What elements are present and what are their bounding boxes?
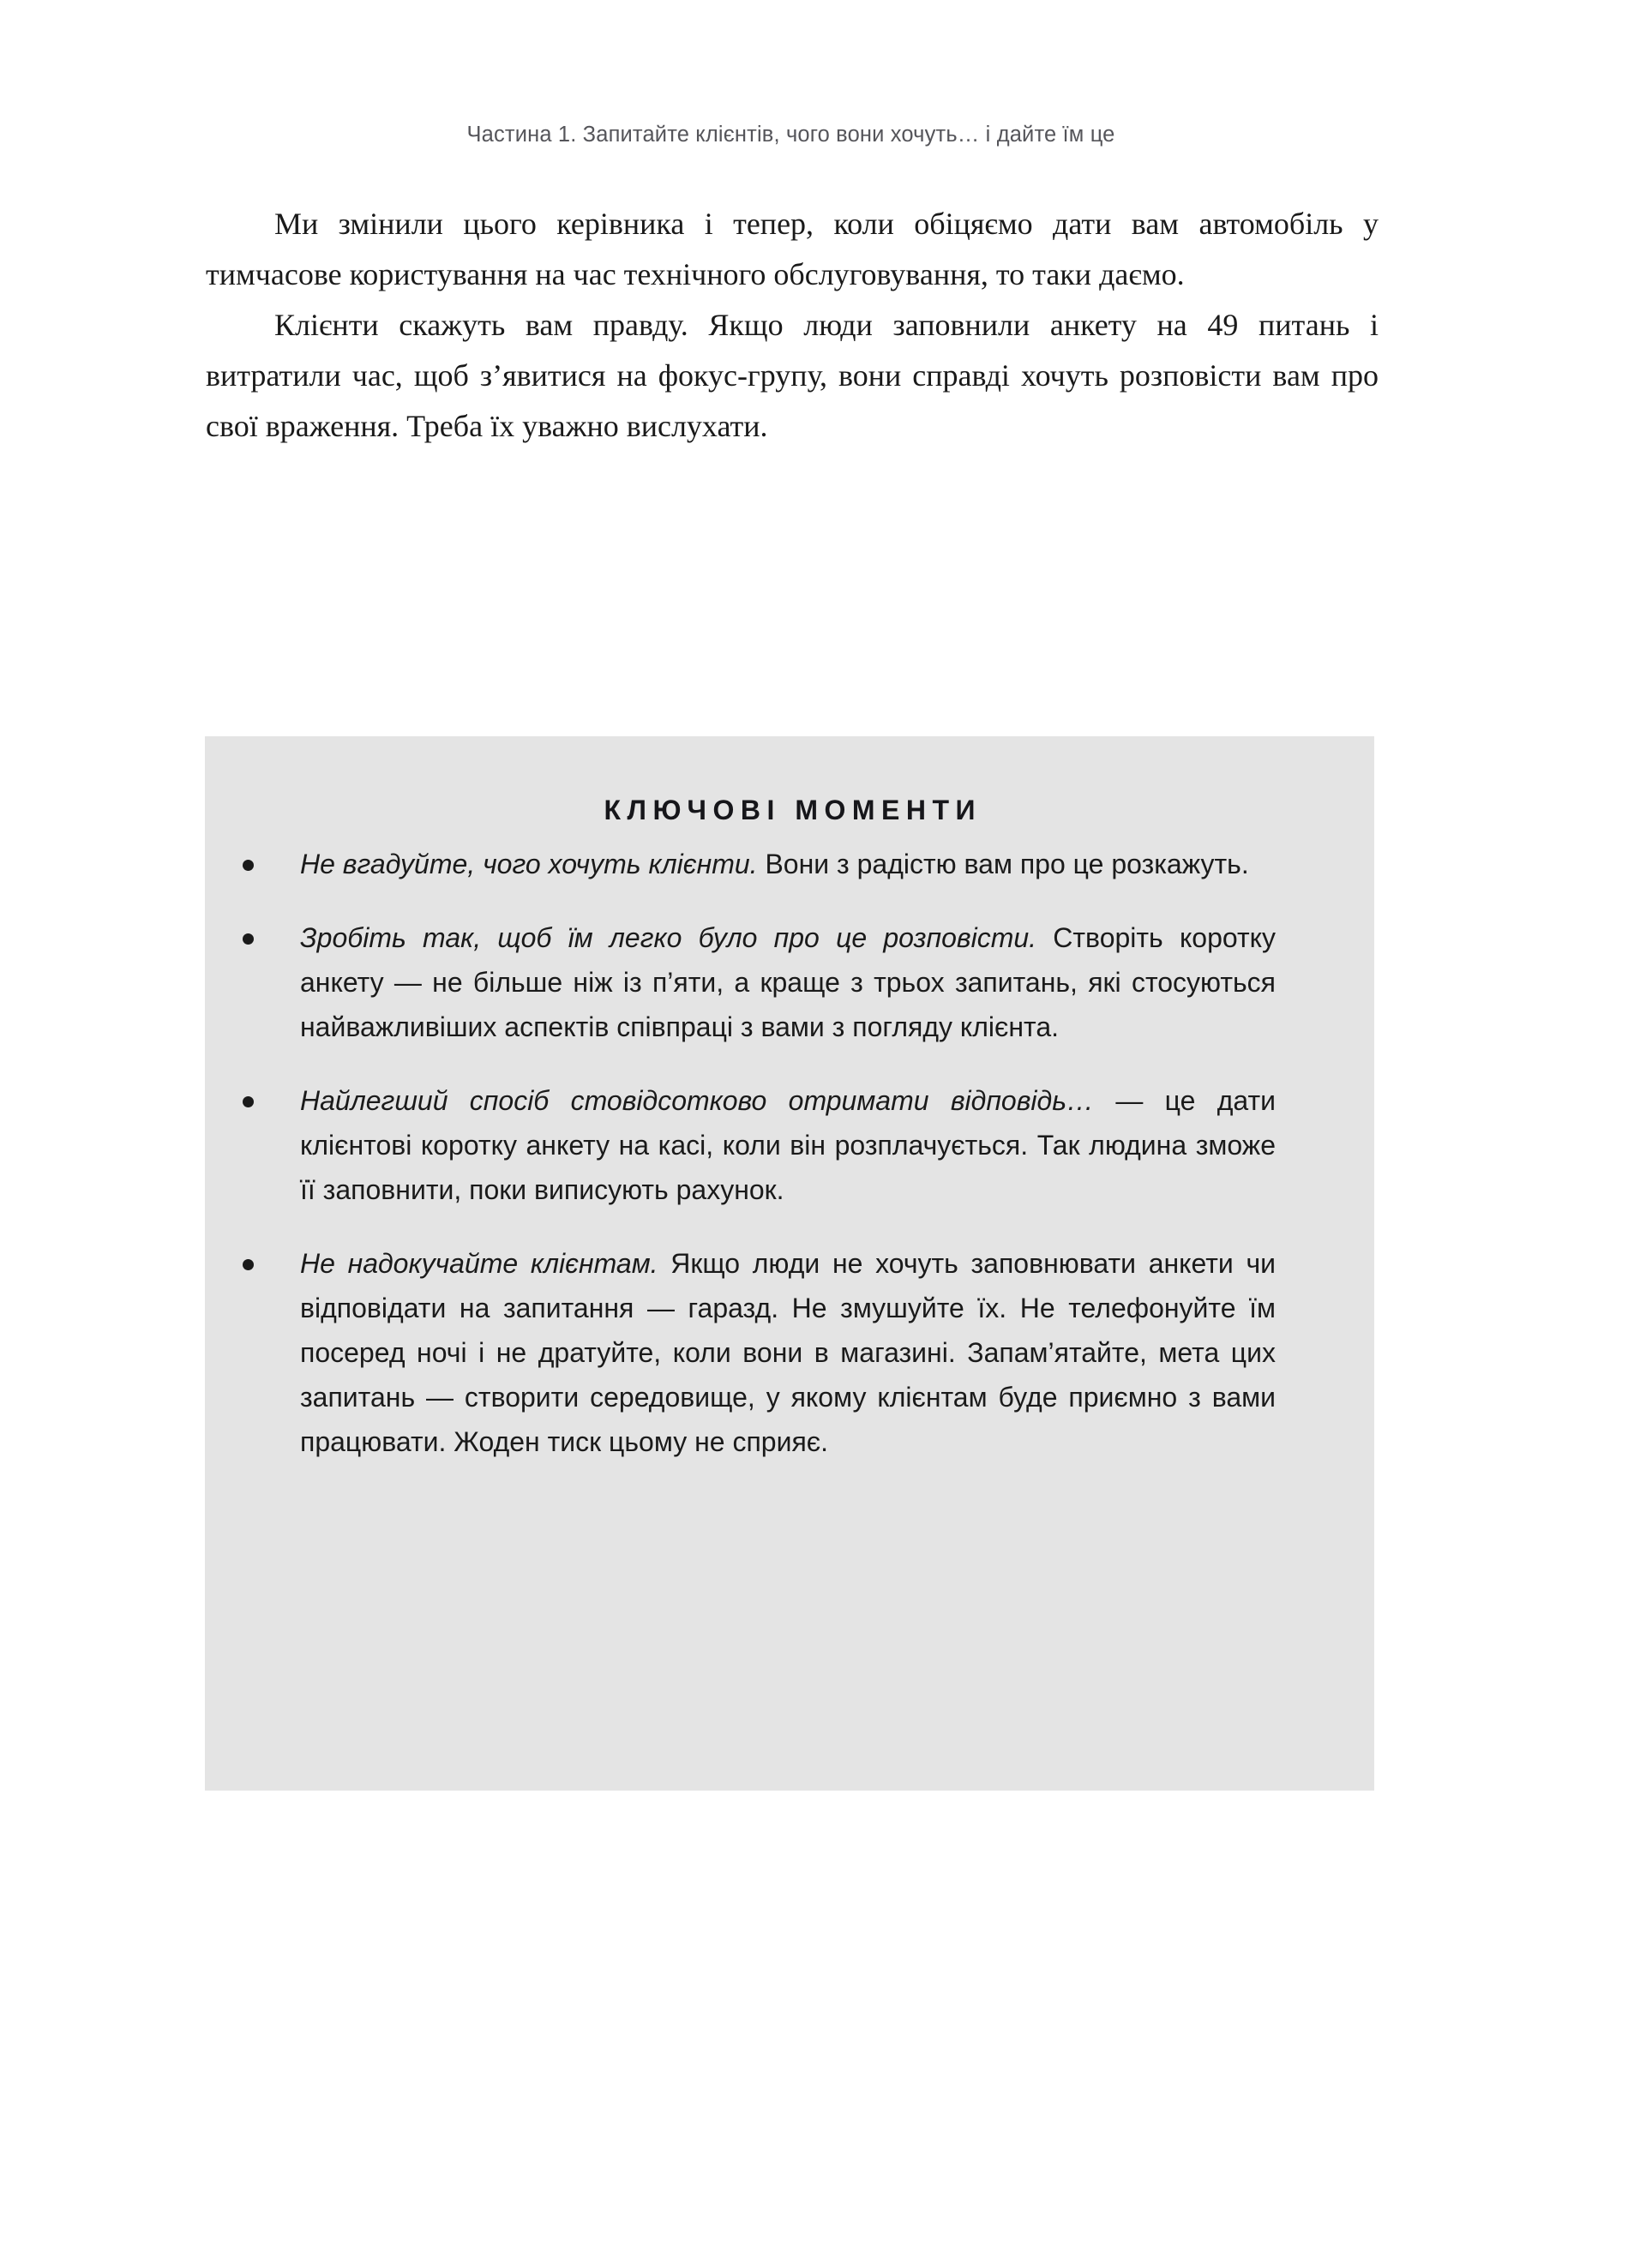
list-item-text <box>300 1241 1276 1464</box>
list-item <box>205 915 1374 1049</box>
callout-title: КЛЮЧОВІ МОМЕНТИ <box>604 795 982 825</box>
paragraph-1: Ми змінили цього керівника і тепер, коли обіцяємо дати вам автомобіль у тимчасове користування на час технічного обслуговування, то таки даємо. <box>206 207 1379 291</box>
list-item-rest: — це дати клієнтові коротку анкету на касі, коли він розплачується. Так людина зможе її заповнити, поки виписують рахунок. <box>300 1085 1276 1205</box>
list-item-rest: Якщо люди не хочуть заповнювати анкети чи відповідати на запитання — гаразд. Не змушуйте їх. Не телефонуйте їм посеред ночі і не дратуйте, коли вони в магазині. Запам’ятайте, мета цих запитань — створити середовище, у якому клієнтам буде приємно з вами працювати. Жоден тиск цьому не сприяє. <box>300 1248 1277 1457</box>
list-item-lead: Зробіть так, щоб їм легко було про це розповісти. <box>300 922 1037 953</box>
list-item-text <box>300 842 1276 886</box>
bullet-icon <box>243 933 254 945</box>
list-item-text <box>300 915 1276 1049</box>
body-copy <box>206 199 1379 452</box>
list-item <box>205 1078 1374 1212</box>
key-points-list <box>205 842 1374 1464</box>
running-head: Частина 1. Запитайте клієнтів, чого вони хочуть… і дайте їм це <box>466 123 1115 147</box>
list-item-lead: Не вгадуйте, чого хочуть клієнти. <box>300 849 758 879</box>
list-item <box>205 842 1374 886</box>
list-item-lead: Не надокучайте клієнтам. <box>300 1248 658 1279</box>
paragraph-2: Клієнти скажуть вам правду. Якщо люди заповнили анкету на 49 питань і витратили час, щоб з’явитися на фокус-групу, вони справді хочуть розповісти вам про свої враження. Треба їх уважно вислухати. <box>206 308 1379 443</box>
list-item-rest: Вони з радістю вам про це розкажуть. <box>757 849 1249 879</box>
list-item-rest: Створіть коротку анкету — не більше ніж із п’яти, а краще з трьох запитань, які стосуються найважливіших аспектів співпраці з вами з погляду клієнта. <box>300 922 1277 1042</box>
list-item <box>205 1241 1374 1464</box>
bullet-icon <box>243 860 254 871</box>
key-points-callout <box>205 736 1374 1791</box>
bullet-icon <box>243 1259 254 1270</box>
list-item-text <box>300 1078 1276 1212</box>
bullet-icon <box>243 1096 254 1107</box>
list-item-lead: Найлегший спосіб стовідсотково отримати відповідь… <box>300 1085 1095 1116</box>
